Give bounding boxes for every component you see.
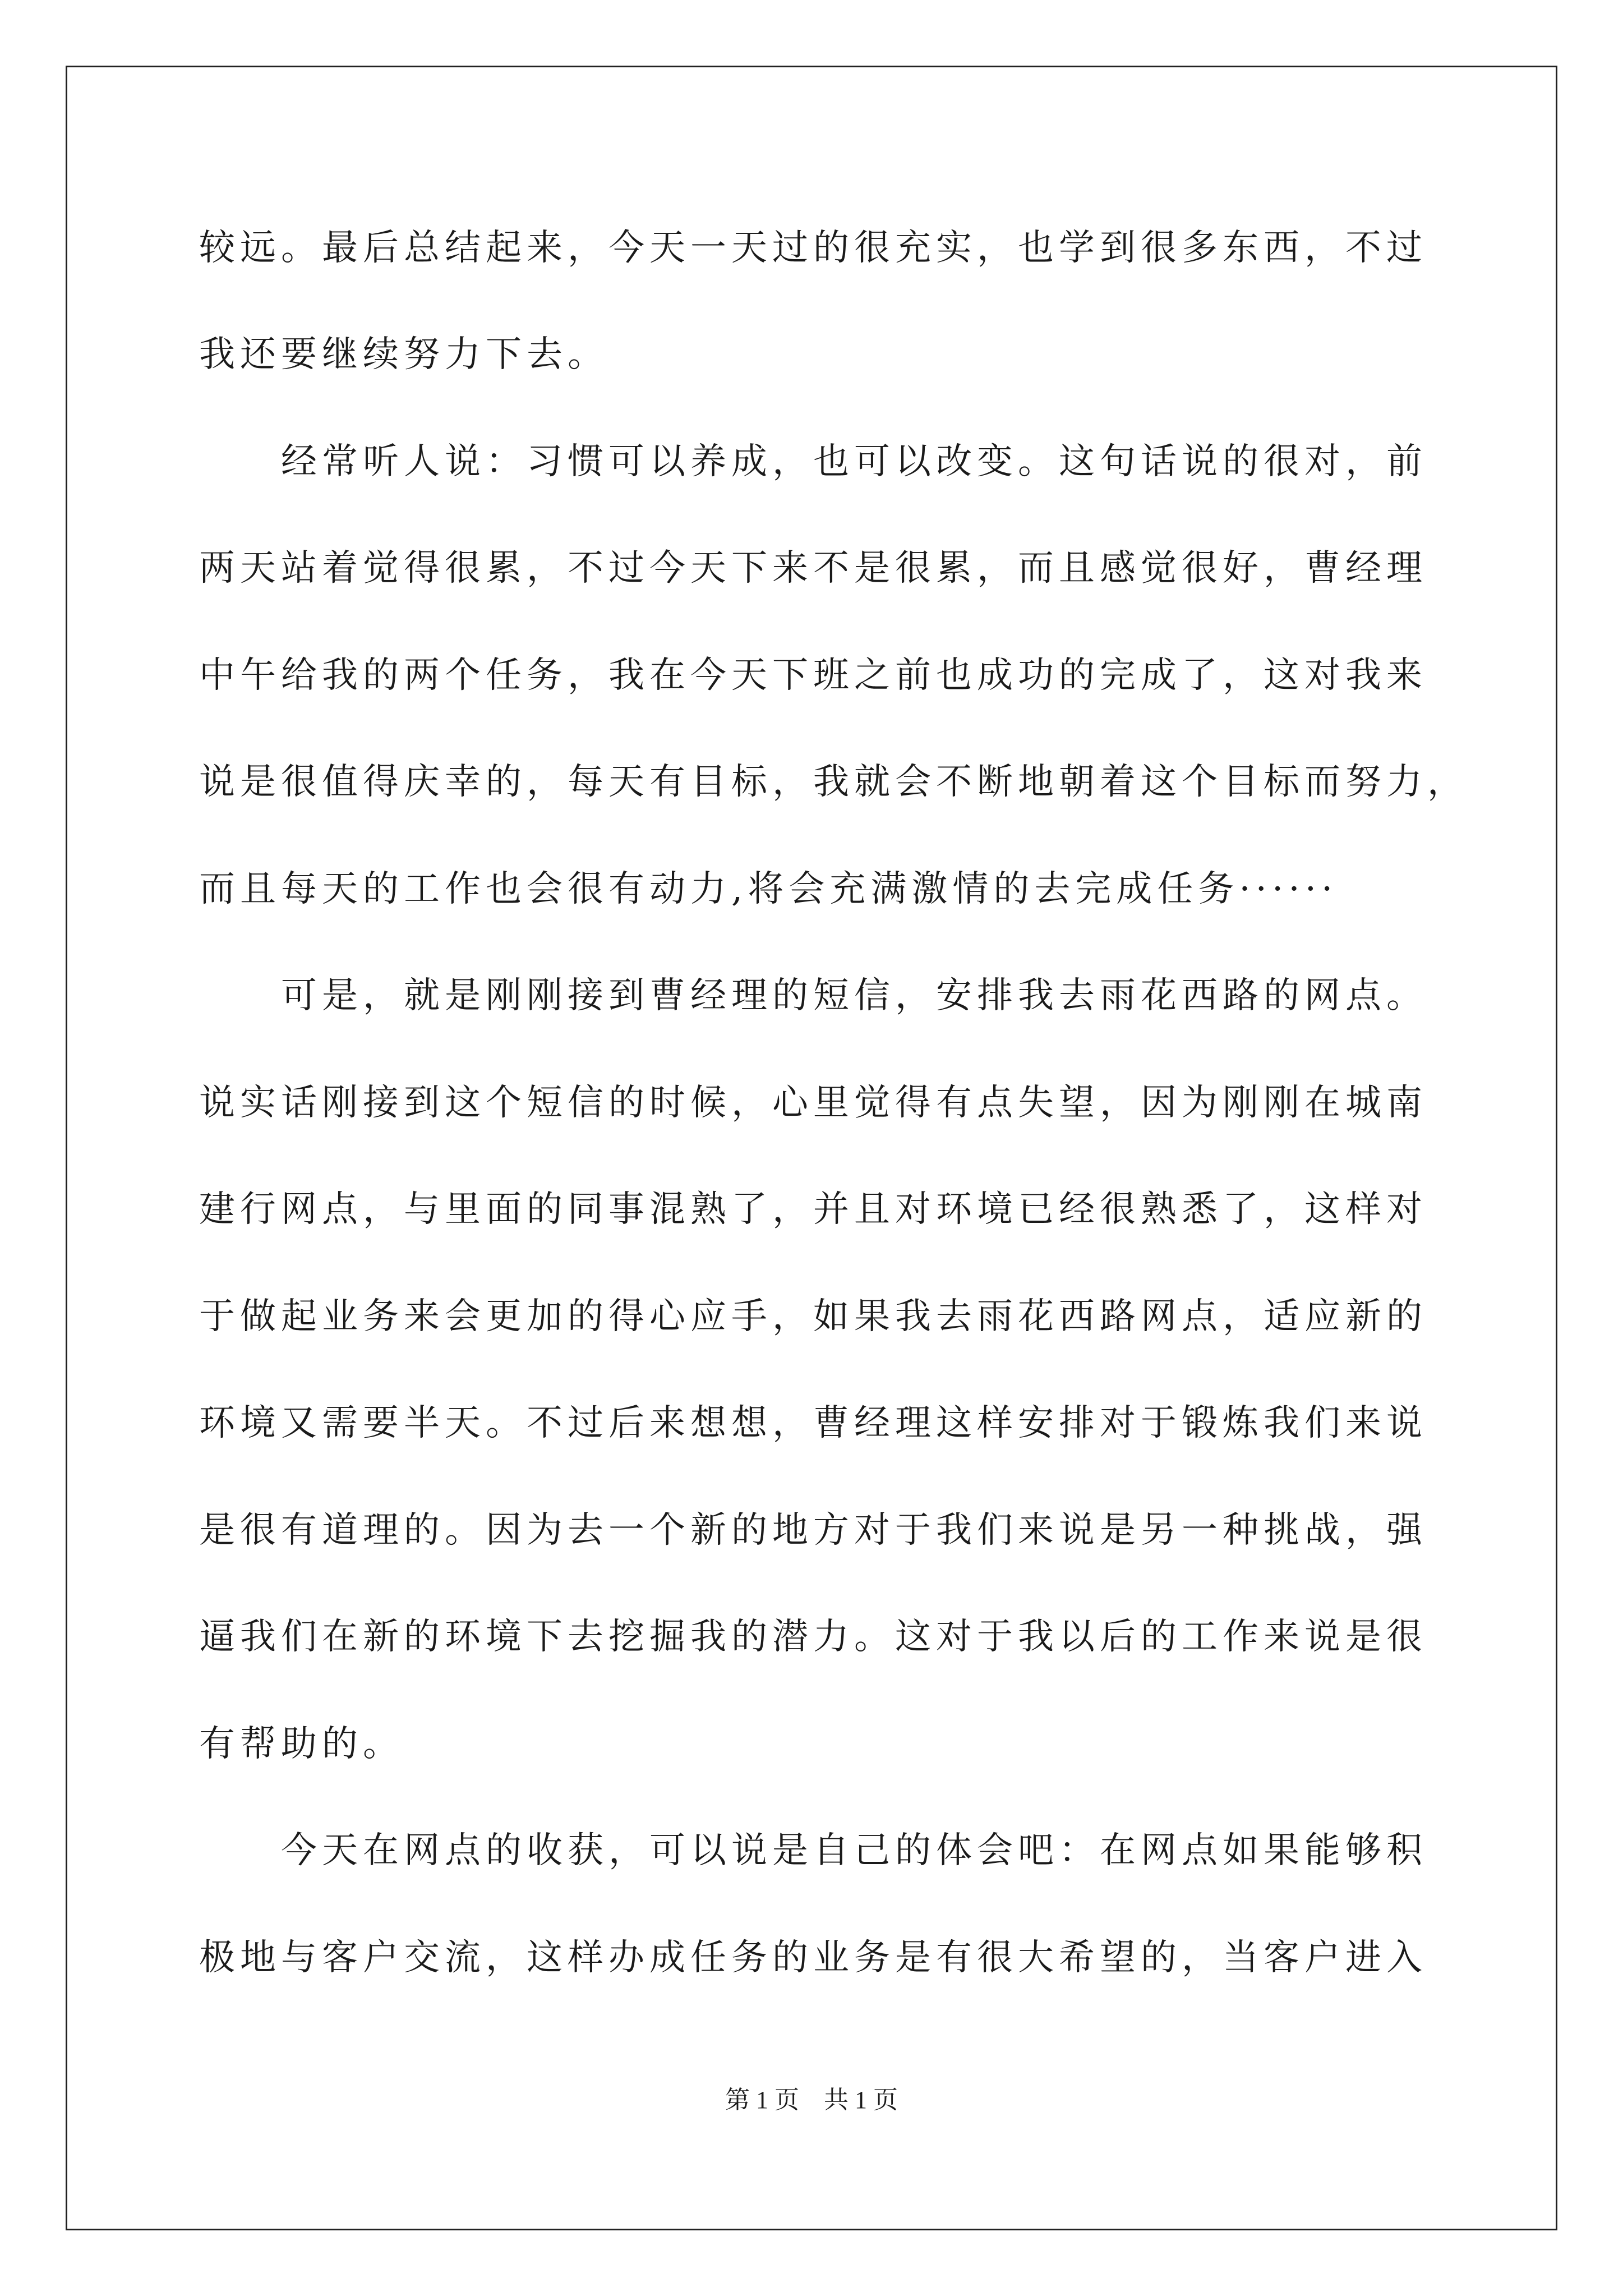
text-line: 说是很值得庆幸的，每天有目标，我就会不断地朝着这个目标而努力， (199, 761, 1468, 803)
page-number-footer: 第 1 页 共 1 页 (725, 2086, 898, 2114)
text-line: 中午给我的两个任务，我在今天下班之前也成功的完成了，这对我来 (199, 655, 1427, 696)
text-line: 可是，就是刚刚接到曹经理的短信，安排我去雨花西路的网点。 (199, 975, 1427, 1016)
text-line: 于做起业务来会更加的得心应手，如果我去雨花西路网点，适应新的 (199, 1296, 1427, 1337)
text-line: 我还要继续努力下去。 (199, 334, 608, 375)
text-line: 两天站着觉得很累，不过今天下来不是很累，而且感觉很好，曹经理 (199, 547, 1427, 589)
text-line: 是很有道理的。因为去一个新的地方对于我们来说是另一种挑战，强 (199, 1510, 1427, 1551)
text-line: 而且每天的工作也会很有动力,将会充满激情的去完成任务······ (199, 868, 1338, 910)
text-line: 建行网点，与里面的同事混熟了，并且对环境已经很熟悉了，这样对 (199, 1189, 1427, 1230)
text-line: 极地与客户交流，这样办成任务的业务是有很大希望的，当客户进入 (199, 1937, 1427, 1978)
text-line: 今天在网点的收获，可以说是自己的体会吧：在网点如果能够积 (199, 1830, 1427, 1871)
text-line: 经常听人说：习惯可以养成，也可以改变。这句话说的很对，前 (199, 441, 1427, 482)
text-line: 说实话刚接到这个短信的时候，心里觉得有点失望，因为刚刚在城南 (199, 1082, 1427, 1124)
text-line: 环境又需要半天。不过后来想想，曹经理这样安排对于锻炼我们来说 (199, 1402, 1427, 1444)
text-line: 逼我们在新的环境下去挖掘我的潜力。这对于我以后的工作来说是很 (199, 1616, 1427, 1658)
text-line: 较远。最后总结起来，今天一天过的很充实，也学到很多东西，不过 (199, 227, 1427, 269)
text-line: 有帮助的。 (199, 1723, 404, 1765)
